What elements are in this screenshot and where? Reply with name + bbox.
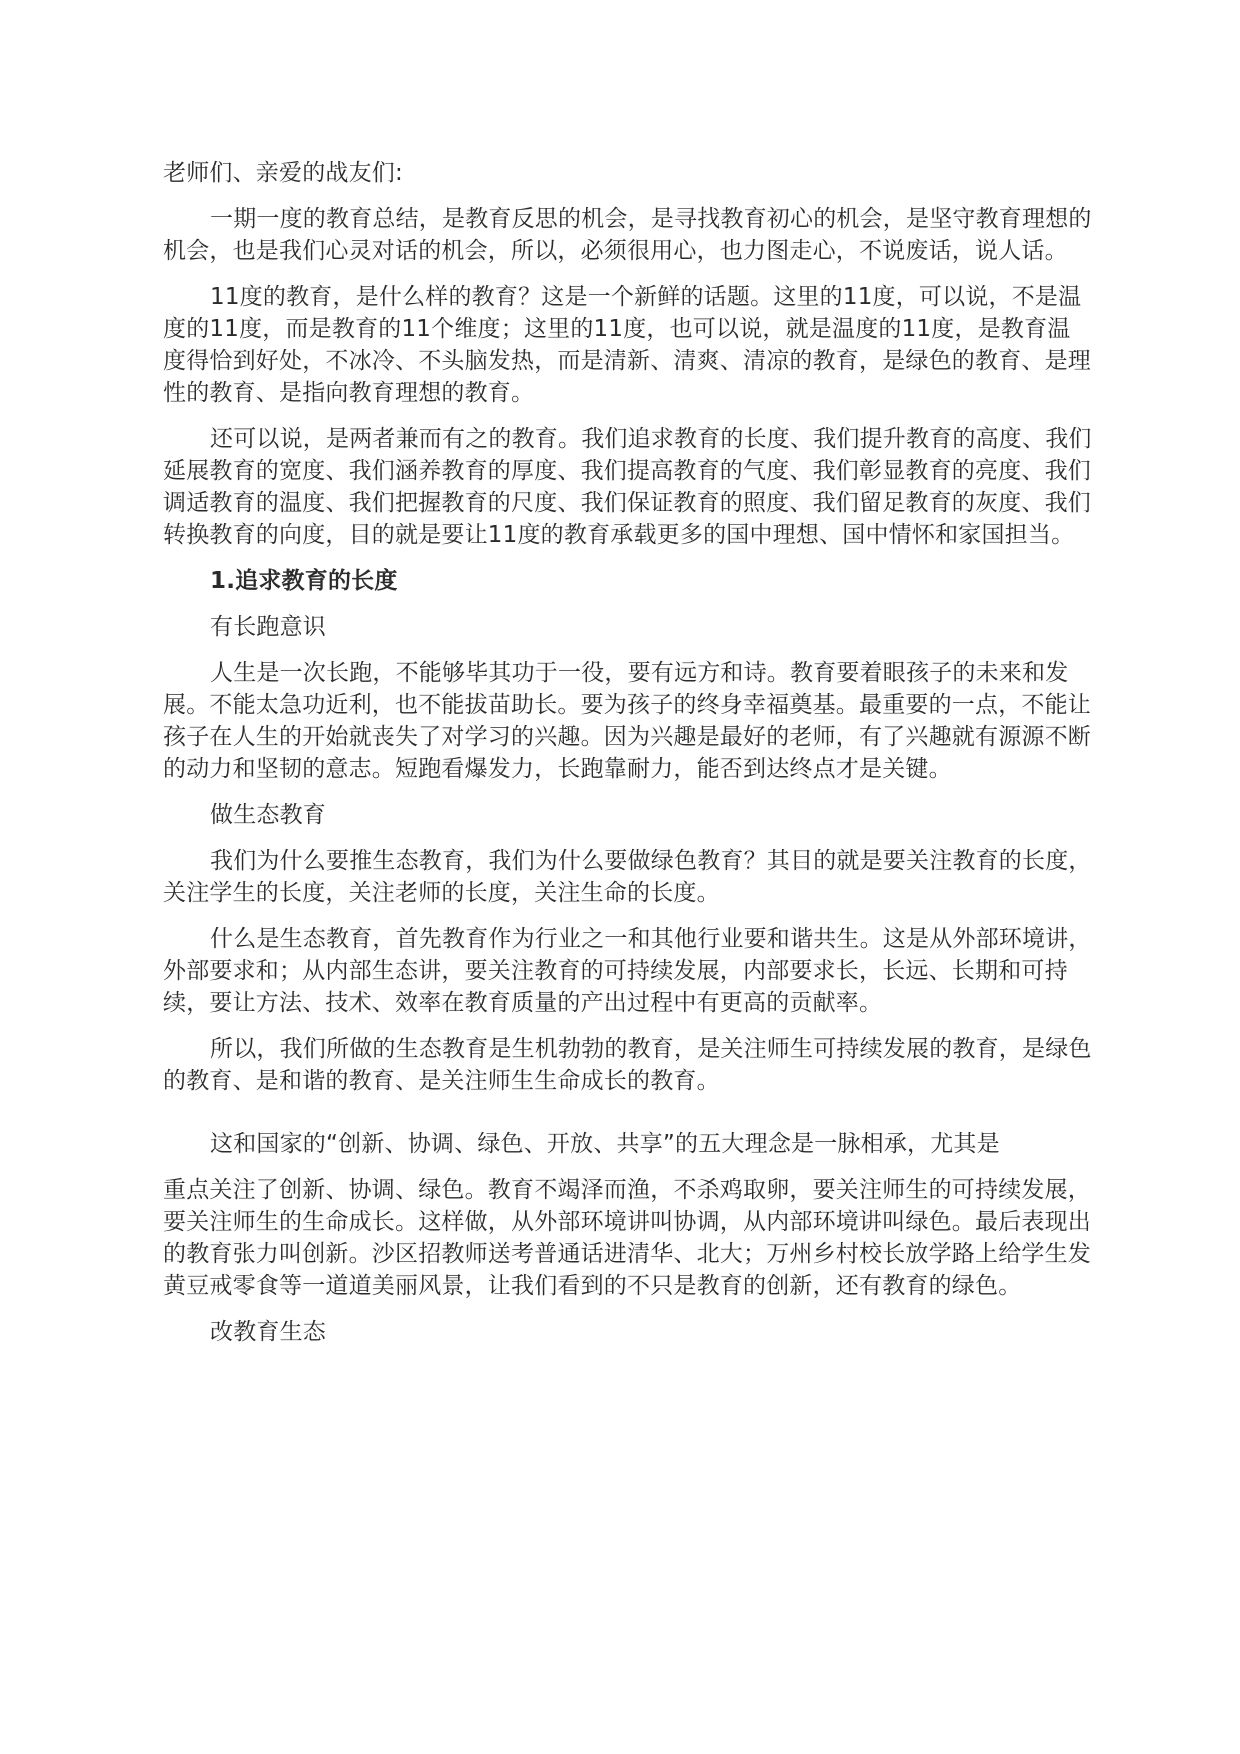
subheading-change-ecology: 改教育生态	[210, 1319, 326, 1345]
subheading-long-run: 有长跑意识	[210, 614, 326, 640]
paragraph-eco-summary: 所以，我们所做的生态教育是生机勃勃的教育，是关注师生可持续发展的教育，是绿色的教育、是和谐的教育、是关注师生生命成长的教育。	[163, 1036, 1092, 1094]
paragraph-five-concepts: 重点关注了创新、协调、绿色。教育不竭泽而渔，不杀鸡取卵，要关注师生的可持续发展，要关注师生的生命成长。这样做，从外部环境讲叫协调，从内部环境讲叫绿色。最后表现出的教育张力叫创新。沙区招教师送考普通话进清华、北大；万州乡村校长放学路上给学生发黄豆戒零食等一道道美丽风景，让我们看到的不只是教育的创新，还有教育的绿色。	[163, 1177, 1091, 1299]
salutation: 老师们、亲爱的战友们:	[163, 160, 403, 186]
document-page	[163, 157, 1093, 1348]
paragraph-why-eco: 我们为什么要推生态教育，我们为什么要做绿色教育？其目的就是要关注教育的长度，关注学生的长度，关注老师的长度，关注生命的长度。	[163, 848, 1092, 906]
section-heading-length: 1.追求教育的长度	[210, 568, 398, 594]
paragraph-five-concepts-line1: 这和国家的“创新、协调、绿色、开放、共享”的五大理念是一脉相承，尤其是	[210, 1131, 1000, 1157]
paragraph-intro: 一期一度的教育总结，是教育反思的机会，是寻找教育初心的机会，是坚守教育理想的机会，也是我们心灵对话的机会，所以，必须很用心，也力图走心，不说废话，说人话。	[163, 206, 1092, 264]
paragraph-11-degrees: 11度的教育，是什么样的教育？这是一个新鲜的话题。这里的11度，可以说，不是温度的11度，而是教育的11个维度；这里的11度，也可以说，就是温度的11度，是教育温度得恰到好处，不冰冷、不头脑发热，而是清新、清爽、清凉的教育，是绿色的教育、是理性的教育、是指向教育理想的教育。	[163, 284, 1091, 406]
paragraph-dimensions: 还可以说，是两者兼而有之的教育。我们追求教育的长度、我们提升教育的高度、我们延展教育的宽度、我们涵养教育的厚度、我们提高教育的气度、我们彰显教育的亮度、我们调适教育的温度、我们把握教育的尺度、我们保证教育的照度、我们留足教育的灰度、我们转换教育的向度，目的就是要让11度的教育承载更多的国中理想、国中情怀和家国担当。	[163, 426, 1092, 548]
subheading-eco-education: 做生态教育	[210, 802, 326, 828]
paragraph-what-eco: 什么是生态教育，首先教育作为行业之一和其他行业要和谐共生。这是从外部环境讲，外部要求和；从内部生态讲，要关注教育的可持续发展，内部要求长，长远、长期和可持续，要让方法、技术、效率在教育质量的产出过程中有更高的贡献率。	[163, 926, 1092, 1016]
paragraph-long-run: 人生是一次长跑，不能够毕其功于一役，要有远方和诗。教育要着眼孩子的未来和发展。不能太急功近利，也不能拔苗助长。要为孩子的终身幸福奠基。最重要的一点，不能让孩子在人生的开始就丧失了对学习的兴趣。因为兴趣是最好的老师，有了兴趣就有源源不断的动力和坚韧的意志。短跑看爆发力，长跑靠耐力，能否到达终点才是关键。	[163, 660, 1091, 782]
